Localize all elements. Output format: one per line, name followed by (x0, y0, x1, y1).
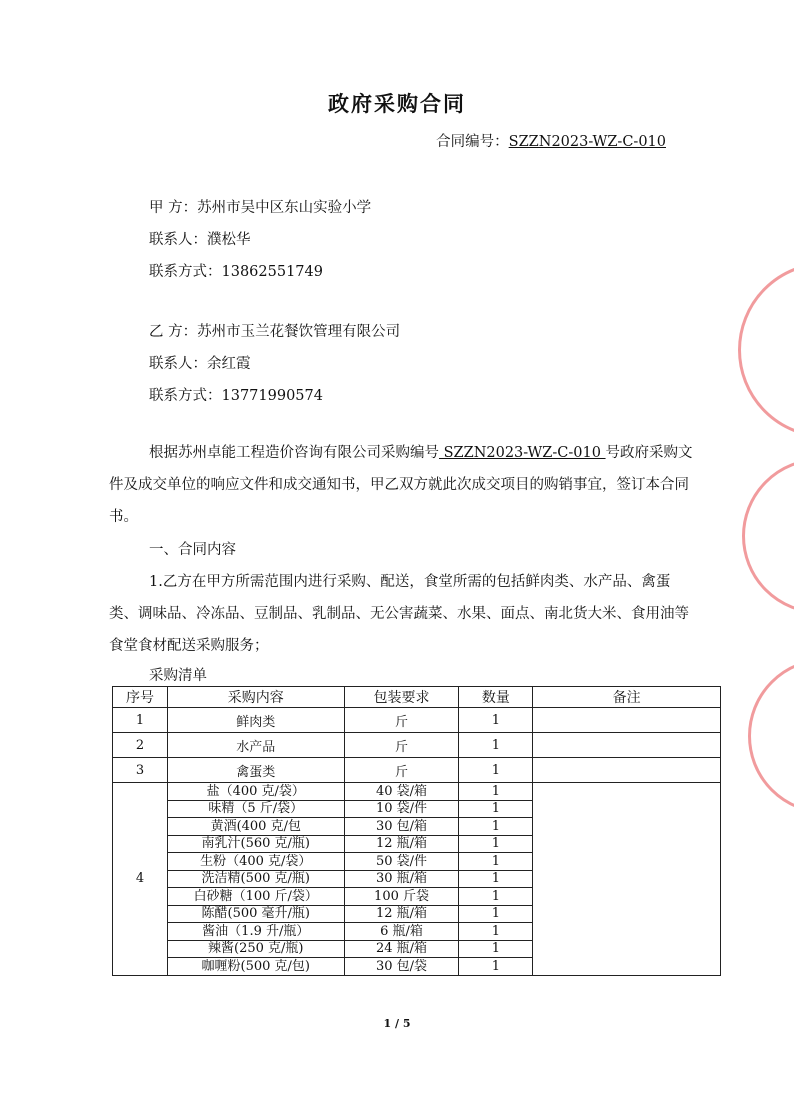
table-row: 辣酱(250 克/瓶) 24 瓶/箱 1 (113, 940, 721, 958)
party-a-phone: 联系方式：13862551749 (149, 264, 323, 280)
table-row: 4 盐（400 克/袋） 40 袋/箱 1 (113, 783, 721, 801)
contract-number (436, 130, 666, 151)
header-item: 采购内容 (167, 687, 344, 708)
table-row: 酱油（1.9 升/瓶） 6 瓶/箱 1 (113, 923, 721, 941)
table-row: 3 禽蛋类 斤 1 (113, 758, 721, 783)
document-title: 政府采购合同 (328, 91, 466, 116)
party-a-contact: 联系人：濮松华 (149, 232, 251, 248)
party-a-name: 甲 方：苏州市吴中区东山实验小学 (149, 200, 372, 216)
procurement-code: SZZN2023-WZ-C-010 (439, 445, 606, 461)
clause-1: 1.乙方在甲方所需范围内进行采购、配送，食堂所需的包括鲜肉类、水产品、禽蛋类、调味品、冷冻品、豆制品、乳制品、无公害蔬菜、水果、面点、南北货大米、食用油等食堂食材配送采购服务； (109, 574, 689, 654)
header-remark: 备注 (533, 687, 721, 708)
table-header (113, 687, 721, 708)
company-seal-icon (738, 262, 794, 438)
party-b-contact: 联系人：余红霞 (149, 356, 251, 372)
contract-number-value: SZZN2023-WZ-C-010 (508, 134, 666, 150)
group-4-number: 4 (113, 783, 168, 976)
contract-number-label: 合同编号： (436, 134, 509, 150)
table-row: 咖喱粉(500 克/包) 30 包/袋 1 (113, 958, 721, 976)
table-row: 1 鲜肉类 斤 1 (113, 708, 721, 733)
section-heading: 一、合同内容 (149, 542, 236, 558)
party-b-name: 乙 方：苏州市玉兰花餐饮管理有限公司 (149, 324, 401, 340)
header-pack: 包装要求 (344, 687, 459, 708)
procurement-table (112, 686, 721, 976)
table-row: 南乳汁(560 克/瓶) 12 瓶/箱 1 (113, 835, 721, 853)
intro-paragraph: 根据苏州卓能工程造价咨询有限公司采购编号 SZZN2023-WZ-C-010 号政府采购文件及成交单位的响应文件和成交通知书，甲乙双方就此次成交项目的购销事宜，签订本合同书。 (109, 445, 693, 525)
list-title: 采购清单 (149, 668, 207, 684)
table-row: 白砂糖（100 斤/袋） 100 斤袋 1 (113, 888, 721, 906)
table-row: 味精（5 斤/袋） 10 袋/件 1 (113, 800, 721, 818)
table-row: 生粉（400 克/袋） 50 袋/件 1 (113, 853, 721, 871)
company-seal-icon (742, 458, 794, 614)
table-row: 黄酒(400 克/包 30 包/箱 1 (113, 818, 721, 836)
party-b-phone: 联系方式：13771990574 (149, 388, 323, 404)
table-row: 陈醋(500 毫升/瓶) 12 瓶/箱 1 (113, 905, 721, 923)
header-no: 序号 (113, 687, 168, 708)
group-4-remark (533, 783, 721, 976)
table-row: 2 水产品 斤 1 (113, 733, 721, 758)
company-seal-icon (748, 658, 794, 814)
page-number: 1 / 5 (383, 1017, 411, 1030)
header-qty: 数量 (459, 687, 533, 708)
table-row: 洗洁精(500 克/瓶) 30 瓶/箱 1 (113, 870, 721, 888)
